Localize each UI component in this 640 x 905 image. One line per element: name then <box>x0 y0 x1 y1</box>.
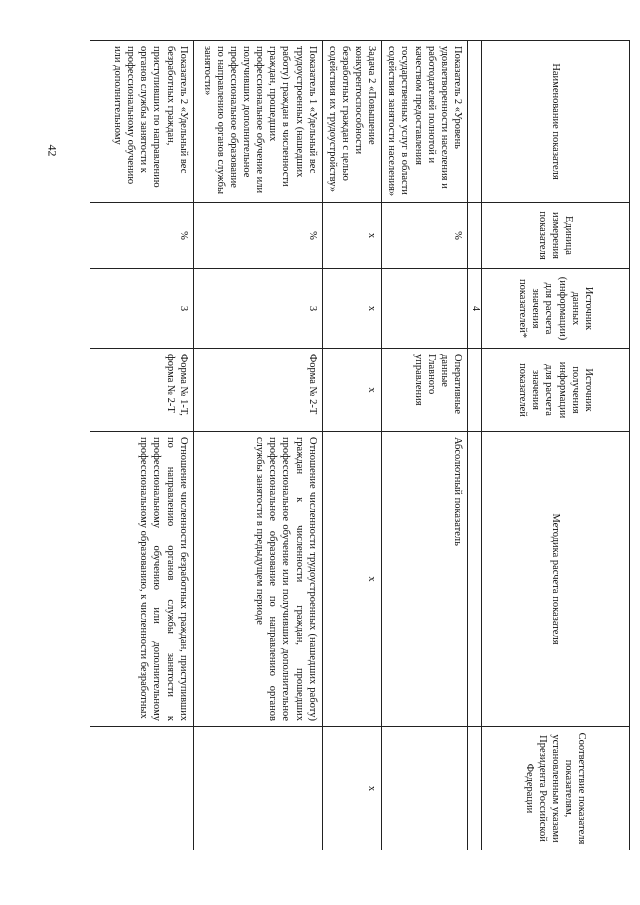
indicators-table <box>90 40 630 850</box>
page-number-text: 42 <box>45 144 60 156</box>
table-header-row <box>482 41 630 851</box>
cell-info-source: Форма № 1-Т, форма № 2-Т <box>90 349 193 432</box>
cell-data-source: 3 <box>193 269 322 349</box>
cell-indicator-name: Задача 2 «Повышение конкурентоспособности безработных граждан с целью содействия их трудоустройству» <box>322 41 382 203</box>
cell-data-source <box>382 269 468 349</box>
column-number <box>468 349 482 432</box>
column-number <box>468 727 482 851</box>
table-row <box>322 41 382 851</box>
cell-method: Отношение численности трудоустроенных (нашедших работу) граждан к численности граждан, прошедших профессиональное обучение или получивших дополнительное профессиональное образование по направлению органов службы занятости в предыдущем периоде <box>193 432 322 727</box>
document-page <box>90 40 630 850</box>
column-number <box>468 41 482 203</box>
cell-data-source: 3 <box>90 269 193 349</box>
cell-info-source: Оперативные данные Главного управления <box>382 349 468 432</box>
cell-unit: x <box>322 203 382 269</box>
column-number <box>468 432 482 727</box>
column-number <box>468 203 482 269</box>
rotated-table-container <box>90 40 630 850</box>
header-unit: Единица измерения показателя <box>482 203 630 269</box>
cell-method: Абсолютный показатель <box>382 432 468 727</box>
cell-indicator-name: Показатель 2 «Удельный вес безработных граждан, приступивших по направлению органов службы занятости к профессиональному обучению или дополнительному <box>90 41 193 203</box>
table-row <box>382 41 468 851</box>
cell-indicator-name: Показатель 1 «Удельный вес трудоустроенных (нашедших работу) граждан в численности граждан, прошедших профессиональное обучение или получивших дополнительное профессиональное образование по направлению органов службы занятости» <box>193 41 322 203</box>
cell-unit: % <box>193 203 322 269</box>
cell-unit: % <box>382 203 468 269</box>
cell-indicator-name: Показатель 2 «Уровень удовлетворенности населения и работодателей полнотой и качеством предоставления государственных услуг в области содействия занятости населения» <box>382 41 468 203</box>
cell-unit: % <box>90 203 193 269</box>
header-indicator-name: Наименование показателя <box>482 41 630 203</box>
cell-method: Отношение численности безработных граждан, приступивших по направлению органов службы занятости к профессиональному обучению или дополнительному профессиональному образованию, к численности безработных <box>90 432 193 727</box>
cell-info-source: x <box>322 349 382 432</box>
header-method: Методика расчета показателя <box>482 432 630 727</box>
cell-data-source: x <box>322 269 382 349</box>
cell-method: x <box>322 432 382 727</box>
cell-info-source: Форма № 2-Т <box>193 349 322 432</box>
cell-compliance: x <box>322 727 382 851</box>
page-number <box>40 138 64 162</box>
table-row <box>193 41 322 851</box>
cell-compliance <box>193 727 322 851</box>
header-info-source: Источник получения информации для расчета значения показателей <box>482 349 630 432</box>
header-compliance: Соответствие показателя показателям, установленным указами Президента Российской Федерации <box>482 727 630 851</box>
cell-compliance <box>90 727 193 851</box>
header-data-source: Источник данных (информации) для расчета значения показателей* <box>482 269 630 349</box>
column-number: 4 <box>468 269 482 349</box>
column-number-row <box>468 41 482 851</box>
table-row <box>90 41 193 851</box>
cell-compliance <box>382 727 468 851</box>
